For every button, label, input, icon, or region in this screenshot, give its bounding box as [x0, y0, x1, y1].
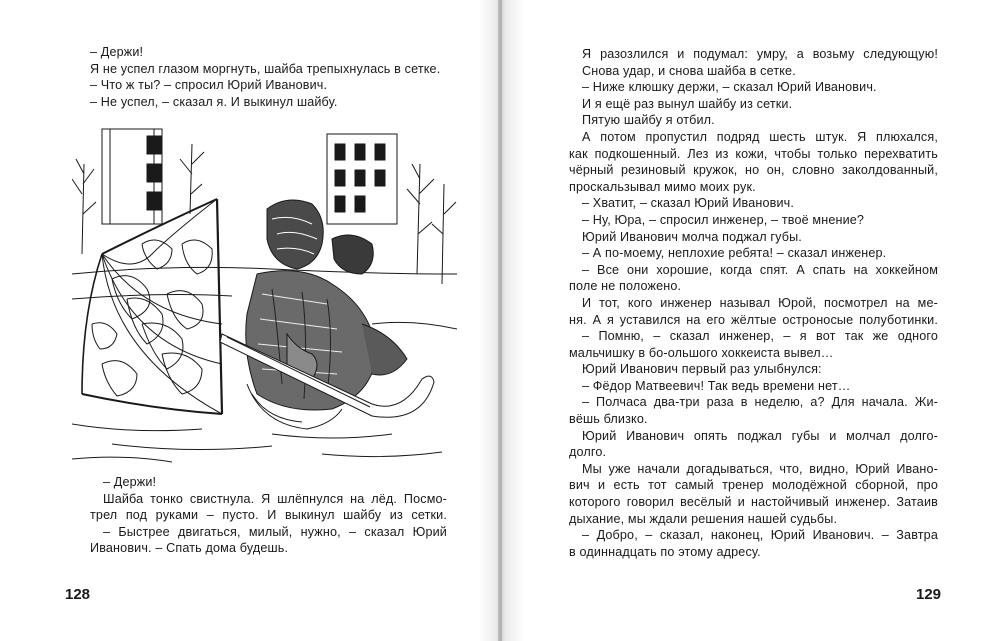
text-line: – Не успел, – сказал я. И выкинул шайбу. [90, 94, 338, 109]
hockey-goalie-drawing-icon [72, 124, 457, 464]
book-gutter [478, 0, 524, 641]
text-line: – Ну, Юра, – спросил инженер, – твоё мнение? [582, 212, 865, 227]
text-line: А потом пропустил подряд шесть штук. Я плюхался, [582, 129, 938, 144]
text-line: Я разозлился и подумал: умру, а возьму следующую! [582, 47, 938, 61]
text-line: – Держи! [103, 475, 157, 489]
text-line: – Быстрее двигаться, милый, нужно, – сказал Юрий [103, 524, 447, 539]
text-line: ня. А я уставился на его жёлтые остроносые полуботинки. [569, 312, 938, 327]
text-line: проскальзывал мимо моих рук. [569, 179, 756, 194]
right-page-text [569, 46, 938, 560]
text-line: И я ещё раз вынул шайбу из сетки. [582, 96, 793, 111]
text-line: Юрий Иванович первый раз улыбнулся: [582, 362, 822, 377]
text-line: – Добро, – сказал, наконец, Юрий Иванович. – Завтра [582, 528, 938, 543]
text-line: Юрий Иванович молча поджал губы. [582, 229, 802, 244]
text-line: – Помню, – сказал инженер, – я вот так же одного [582, 329, 938, 344]
text-line: Иванович. – Спать дома будешь. [90, 541, 289, 556]
left-top-text [90, 44, 450, 110]
text-line: И тот, кого инженер называл Юрой, посмотрел на ме- [582, 295, 938, 310]
text-line: Мы уже начали догадываться, что, видно, Юрий Ивано- [582, 461, 938, 476]
text-line: долго. [569, 445, 607, 460]
text-line: – Держи! [90, 45, 144, 59]
text-line: – Что ж ты? – спросил Юрий Иванович. [90, 78, 328, 93]
text-line: вёшь близко. [569, 412, 648, 427]
text-line: – Ниже клюшку держи, – сказал Юрий Иванович. [582, 80, 877, 95]
text-line: вич и есть тот самый тренер молодёжной сборной, про [569, 478, 938, 493]
page-number: 128 [65, 586, 91, 603]
text-line: Снова удар, и снова шайба в сетке. [582, 63, 796, 78]
text-line: – Полчаса два-три раза в неделю, а? Для начала. Жи- [582, 395, 938, 410]
text-line: мальчишку в бо-ольшого хоккеиста вывел… [569, 345, 834, 360]
text-line: – Фёдор Матвеевич! Так ведь времени нет… [582, 378, 851, 393]
left-bottom-text [90, 474, 447, 557]
text-line: – А по-моему, неплохие ребята! – сказал инженер. [582, 246, 887, 261]
text-line: Пятую шайбу я отбил. [582, 113, 715, 128]
text-line: Шайба тонко свистнула. Я шлёпнулся на лёд. Посмо- [103, 491, 447, 506]
text-line: в одиннадцать по этому адресу. [569, 544, 761, 559]
text-line: Я не успел глазом моргнуть, шайба трепыхнулась в сетке. [90, 61, 441, 76]
text-line: дыхание, мы ждали решения нашей судьбы. [569, 511, 838, 526]
text-line: поле не положено. [569, 279, 682, 294]
page-number: 129 [916, 586, 942, 603]
text-line: как подкошенный. Лез из кожи, чтобы только перехватить [569, 146, 938, 161]
left-page [0, 0, 498, 641]
text-line: чёрный резиновый кружок, но он, словно заколдованный, [569, 163, 938, 178]
text-line: – Хватит, – сказал Юрий Иванович. [582, 196, 795, 211]
text-line: – Все они хорошие, когда спят. А спать на хоккейном [582, 262, 938, 277]
text-line: трел под руками – пусто. И выкинул шайбу из сетки. [90, 508, 447, 523]
text-line: Юрий Иванович опять поджал губы и молчал долго- [582, 428, 938, 443]
text-line: которого говорил весёлый и настойчивый инженер. Затаив [569, 495, 938, 510]
